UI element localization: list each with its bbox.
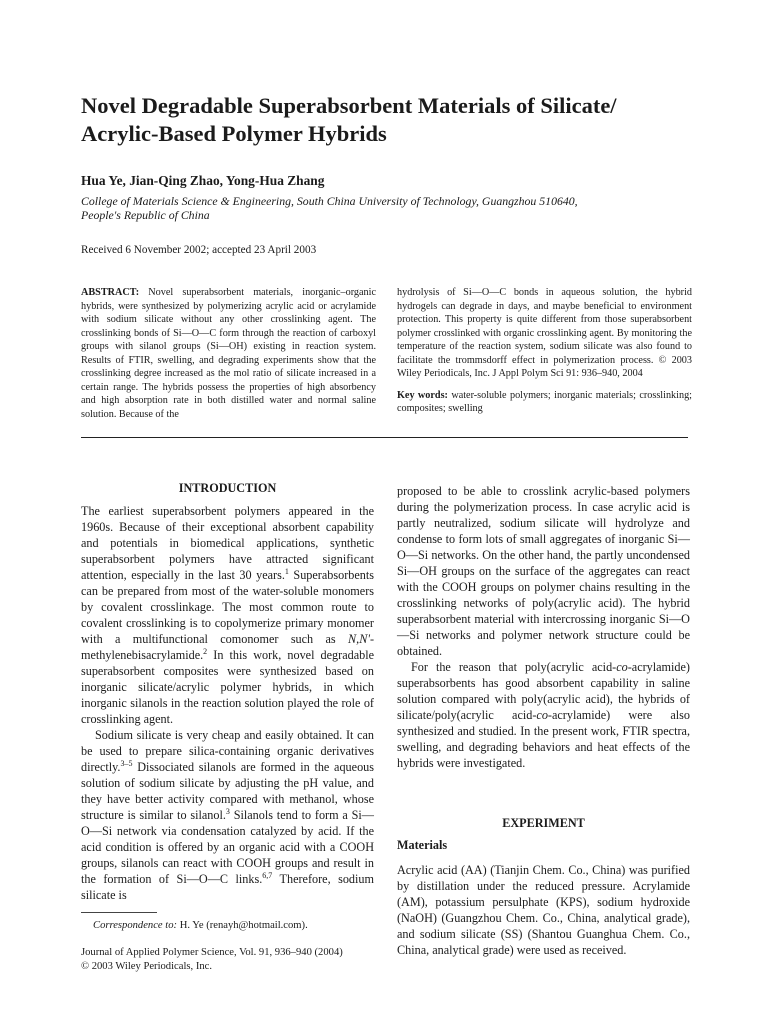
intro-p2-text-c: Silanols tend to form a Si—O—Si network via condensation catalyzed by acid. If the acid condition is offered by an organic acid with a COOH groups, silanols can react with COOH groups and result in the formation of Si—O—C links. bbox=[81, 808, 374, 886]
journal-line-1: Journal of Applied Polymer Science, Vol. 91, 936–940 (2004) bbox=[81, 947, 343, 958]
abstract-copyright: © 2003 Wiley Periodicals, Inc. J Appl Polym Sci 91: 936–940, 2004 bbox=[397, 354, 692, 379]
intro-paragraph-2 bbox=[81, 727, 374, 903]
abstract-divider bbox=[81, 437, 688, 438]
title-line-1: Novel Degradable Superabsorbent Materials of Silicate/ bbox=[81, 93, 617, 118]
intro-p4-italic-1: co bbox=[616, 660, 628, 674]
journal-line-2: © 2003 Wiley Periodicals, Inc. bbox=[81, 960, 212, 972]
correspondence-note bbox=[93, 919, 383, 933]
citation-ref: 2 bbox=[203, 646, 208, 656]
abstract-text-left: Novel superabsorbent materials, inorganic–organic hybrids, were synthesized by polymerizing acrylic acid or acrylamide with sodium silicate without any other crosslinking agent. The crosslinking bonds of Si—O—C form through the reaction of carboxyl groups with silanol groups (Si—OH) existing in reaction system. Results of FTIR, swelling, and degrading experiments show that the crosslinking degree increased as the mol ratio of silicate increased in a certain range. The hybrids possess the properties of high absorbency and high absorption rate in both distilled water and normal saline solution. Because of the bbox=[81, 287, 376, 420]
materials-subheading: Materials bbox=[397, 838, 448, 852]
intro-paragraph-4 bbox=[397, 659, 690, 771]
materials-column bbox=[397, 862, 690, 958]
abstract-label: ABSTRACT: bbox=[81, 287, 140, 298]
intro-p1-text-c: -methylenebisacrylamide. bbox=[81, 632, 374, 662]
intro-paragraph-1 bbox=[81, 503, 374, 727]
intro-p4-text-a: For the reason that poly(acrylic acid- bbox=[411, 660, 617, 674]
intro-p1-text-b: Superabsorbents can be prepared from most of the water-soluble monomers by covalent crosslinkage. The most common route to covalent crosslinking is to copolymerize primary monomer with a multifunctional comonomer such as bbox=[81, 568, 374, 646]
abstract-left-column bbox=[81, 286, 376, 421]
materials-paragraph: Acrylic acid (AA) (Tianjin Chem. Co., China) was purified by distillation under the reduced pressure. Acrylamide (AM), potassium persulphate (KPS), sodium hydroxide (NaOH) (Guangzhou Chem. Co., China, analytical grade), and sodium silicate (SS) (Shantou Guanghua Chem. Co., China, analytical grade) were used as received. bbox=[397, 863, 690, 957]
intro-p1-text-a: The earliest superabsorbent polymers appeared in the 1960s. Because of their exceptional absorbent capability and potentials in biomedical applications, synthetic superabsorbent polymers have attracted significant attention, especially in the last 30 years. bbox=[81, 504, 374, 582]
keywords bbox=[397, 389, 692, 416]
introduction-heading: INTRODUCTION bbox=[178, 481, 277, 495]
abstract-continuation bbox=[397, 286, 692, 381]
citation-ref: 1 bbox=[284, 566, 289, 576]
keywords-label: Key words: bbox=[397, 389, 448, 401]
correspondence-text: H. Ye (renayh@hotmail.com). bbox=[177, 920, 308, 931]
journal-info bbox=[81, 946, 381, 973]
abstract-right-column bbox=[397, 286, 692, 416]
right-text-column bbox=[397, 483, 690, 771]
abstract-text-right: hydrolysis of Si—O—C bonds in aqueous solution, the hybrid hydrogels can degrade in days, and maybe beneficial to environment protection. This property is quite different from those superabsorbent polymer crosslinked with organic crosslinking agent. By monitoring the temperature of the reaction system, sodium silicate was also found to facilitate the trommsdorff effect in polymerization process. bbox=[397, 287, 692, 366]
intro-p2-text-d: Therefore, sodium silicate is bbox=[81, 872, 374, 902]
intro-p2-text-a: Sodium silicate is very cheap and easily obtained. It can be used to prepare silica-containing organic derivatives directly. bbox=[81, 728, 374, 774]
author-list: Hua Ye, Jian-Qing Zhao, Yong-Hua Zhang bbox=[81, 173, 325, 188]
intro-p4-text-b: -acrylamide) superabsorbents has good absorbent capability in saline solution compared with poly(acrylic acid), the hybrids of silicate/poly(acrylic acid- bbox=[397, 660, 690, 722]
keywords-text: water-soluble polymers; inorganic materials; crosslinking; composites; swelling bbox=[397, 389, 692, 414]
affiliation-line-1: College of Materials Science & Engineering, South China University of Technology, Guangzhou 510640, bbox=[81, 194, 578, 208]
citation-ref: 6,7 bbox=[262, 870, 273, 880]
affiliation bbox=[81, 195, 641, 222]
title-line-2: Acrylic-Based Polymer Hybrids bbox=[81, 121, 387, 146]
left-text-column bbox=[81, 503, 374, 903]
citation-ref: 3–5 bbox=[120, 758, 133, 768]
affiliation-line-2: People's Republic of China bbox=[81, 207, 210, 222]
intro-p1-text-d: In this work, novel degradable superabsorbent composites were synthesized based on inorganic silicate/acrylic polymer hybrids, in which inorganic silanols in the reaction solution played the role of crosslinking agent. bbox=[81, 648, 374, 726]
intro-p2-text-b: Dissociated silanols are formed in the aqueous solution of sodium silicate by adjusting the pH value, and they have better activity compared with methanol, whose structure is similar to silanol. bbox=[81, 760, 374, 822]
intro-p4-italic-2: co bbox=[536, 708, 548, 722]
received-dates: Received 6 November 2002; accepted 23 April 2003 bbox=[81, 244, 317, 256]
footnote-divider bbox=[81, 912, 157, 913]
intro-paragraph-3: proposed to be able to crosslink acrylic-based polymers during the polymerization process. In case acrylic acid is partly neutralized, sodium silicate will hydrolyze and condense to form lots of small aggregates of inorganic Si—O—Si networks. On the other hand, the partly uncondensed Si—OH groups on the surface of the aggregates can react with the COOH groups on polymer chains resulting in the crosslinking networks of poly(acrylic acid). The hybrid superabsorbent material with intercrossing inorganic Si—O—Si networks and polymer network structure could be obtained. bbox=[397, 484, 690, 658]
correspondence-label: Correspondence to: bbox=[93, 920, 178, 931]
intro-p1-italic: N,N' bbox=[348, 632, 370, 646]
experiment-heading: EXPERIMENT bbox=[502, 816, 585, 830]
citation-ref: 3 bbox=[225, 806, 230, 816]
intro-p4-text-c: -acrylamide) were also synthesized and studied. In the present work, FTIR spectra, swelling, and degrading behaviors and heat effects of the hybrids were investigated. bbox=[397, 708, 690, 770]
article-title bbox=[81, 92, 701, 148]
